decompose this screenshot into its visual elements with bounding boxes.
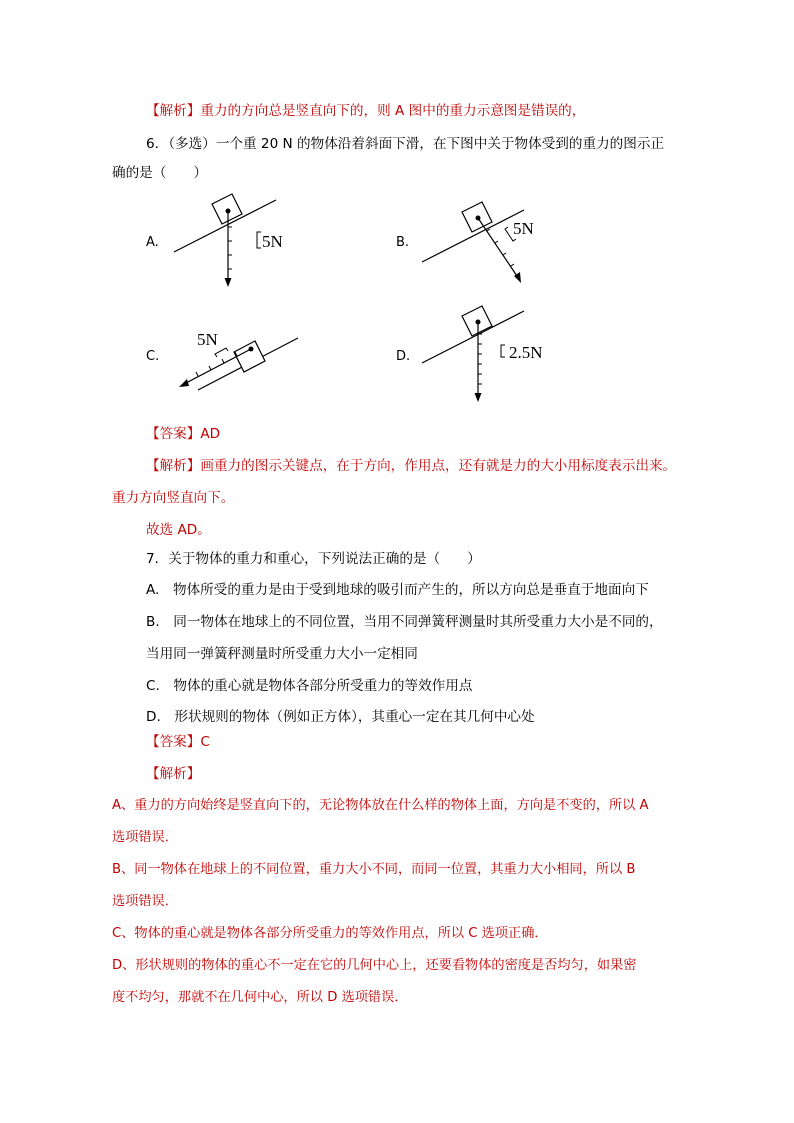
q7-stem: 7．关于物体的重力和重心，下列说法正确的是（ ） [146, 551, 481, 567]
q6-stem-line2: 确的是（ ） [112, 165, 208, 181]
ticks-b [487, 229, 514, 266]
q7-option-c: C. 物体的重心就是物体各部分所受重力的等效作用点 [146, 678, 473, 694]
scale-bracket-a [257, 232, 261, 248]
gravity-arrow-b [478, 218, 517, 276]
option-a-label: A. [146, 235, 159, 250]
explain-tag: 【解析】 [146, 103, 201, 119]
q7-answer [146, 732, 210, 752]
explain-tag: 【解析】 [146, 766, 201, 782]
q7-explain-d1: D、形状规则的物体的重心不一定在它的几何中心上，还要看物体的密度是否均匀，如果密 [112, 958, 637, 973]
q6-explain-text: 画重力的图示关键点，在于方向，作用点，还有就是力的大小用标度表示出来。 [200, 458, 677, 474]
scale-label-b: 5N [513, 219, 534, 238]
q7-answer-value: C [200, 734, 210, 750]
q6-conclusion: 故选 AD。 [146, 522, 211, 538]
q6-answer [146, 424, 220, 444]
option-c-diagram [179, 330, 298, 390]
option-d-diagram [422, 306, 543, 402]
q6-explain-line2: 重力方向竖直向下。 [112, 490, 235, 506]
q7-explain-tag [146, 764, 200, 784]
q6-diagrams [0, 0, 794, 420]
option-b-diagram [422, 202, 534, 283]
arrowhead-c [179, 379, 189, 387]
answer-tag: 【答案】 [146, 734, 201, 750]
q6-stem-line1: 6．（多选）一个重 20 N 的物体沿着斜面下滑，在下图中关于物体受到的重力的图示正 [146, 136, 665, 152]
scale-bracket-c [215, 348, 228, 357]
q7-explain-a1: A、重力的方向始终是竖直向下的，无论物体放在什么样的物体上面，方向是不变的，所以 A [112, 798, 649, 813]
q7-explain-b2: 选项错误． [112, 894, 178, 909]
option-a-diagram [174, 194, 283, 287]
option-d-label: D. [396, 349, 411, 364]
q7-explain-b1: B、同一物体在地球上的不同位置，重力大小不同，而同一位置，其重力大小相同，所以 B [112, 862, 636, 877]
answer-tag: 【答案】 [146, 426, 201, 442]
q7-explain-a2: 选项错误． [112, 830, 178, 845]
q7-option-b-line2: 当用同一弹簧秤测量时所受重力大小一定相同 [146, 646, 418, 662]
q7-option-b-line1: B. 同一物体在地球上的不同位置，当用不同弹簧秤测量时其所受重力大小是不同的， [146, 614, 663, 630]
scale-label-c: 5N [197, 330, 218, 349]
q7-explain-d2: 度不均匀，那就不在几何中心，所以 D 选项错误． [112, 990, 408, 1005]
option-b-label: B. [396, 235, 410, 250]
scale-bracket-d [501, 345, 505, 357]
q7-explain-c: C、物体的重心就是物体各部分所受重力的等效作用点，所以 C 选项正确． [112, 926, 548, 941]
scale-label-d: 2.5N [509, 343, 543, 362]
q6-answer-value: AD [200, 426, 221, 442]
explain-tag: 【解析】 [146, 458, 201, 474]
q7-option-a: A. 物体所受的重力是由于受到地球的吸引而产生的，所以方向总是垂直于地面向下 [146, 582, 649, 598]
q6-explain-line1 [146, 456, 676, 476]
arrowhead-a [225, 278, 232, 287]
q5-explain-text: 重力的方向总是竖直向下的，则 A 图中的重力示意图是错误的， [200, 103, 586, 119]
option-c-label: C. [146, 349, 160, 364]
block-c [234, 341, 265, 372]
q7-option-d: D. 形状规则的物体（例如正方体），其重心一定在其几何中心处 [146, 709, 535, 725]
scale-label-a: 5N [262, 232, 283, 251]
arrowhead-d [475, 393, 482, 402]
ticks-a [228, 227, 232, 269]
